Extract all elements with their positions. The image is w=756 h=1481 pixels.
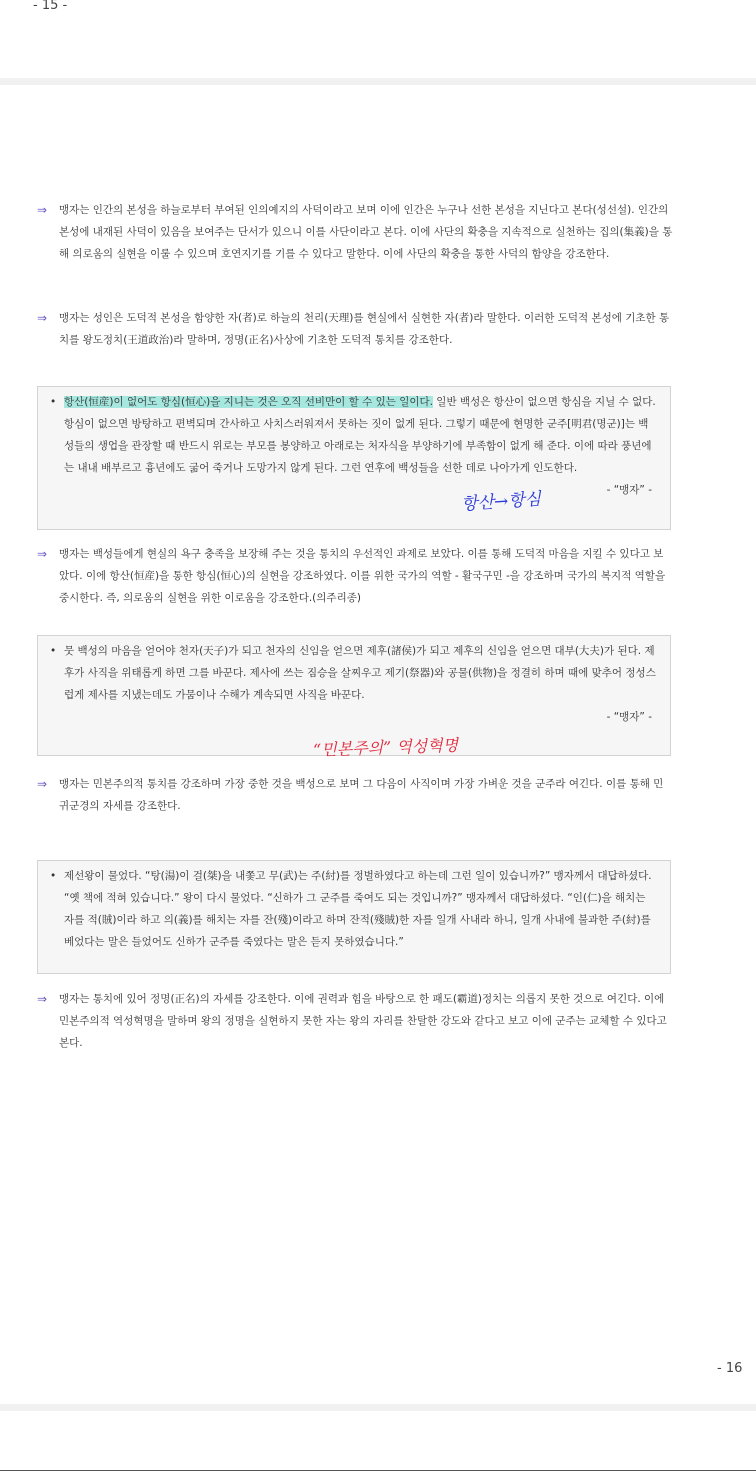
page-number-bottom: - 16 <box>717 1361 743 1376</box>
bullet-icon: • <box>50 645 57 657</box>
handwritten-note-blue: 항산→항심 <box>460 489 542 515</box>
paragraph-text: 맹자는 민본주의적 통치를 강조하며 가장 중한 것을 백성으로 보며 그 다음이 사직이며 가장 가벼운 것을 군주라 여긴다. 이를 통해 민귀군경의 자세를 강조한다. <box>59 778 664 812</box>
handwritten-note-red: “민본주의” 역성혁명 <box>312 735 459 760</box>
bottom-divider <box>0 1470 756 1471</box>
paragraph-4 <box>37 773 673 817</box>
paragraph-5 <box>37 988 673 1054</box>
arrow-icon: ⇒ <box>37 777 48 791</box>
bullet-icon: • <box>50 870 57 882</box>
paragraph-text: 맹자는 인간의 본성을 하늘로부터 부여된 인의예지의 사덕이라고 보며 이에 인간은 누구나 선한 본성을 지닌다고 본다(성선설). 인간의 본성에 내재된 사덕이 있음을 보여주는 단서가 있으니 이를 사단이라고 본다. 이에 사단의 확충을 지속적으로 실천하는 집의(集義)을 통해 의로움의 실현을 이룰 수 있으며 호연지기를 기를 수 있다고 말한다. 이에 사단의 확충을 통한 사덕의 함양을 강조한다. <box>59 204 673 260</box>
arrow-icon: ⇒ <box>37 547 48 561</box>
paragraph-text: 맹자는 백성들에게 현실의 욕구 충족을 보장해 주는 것을 통치의 우선적인 과제로 보았다. 이를 통해 도덕적 마음을 지킬 수 있다고 보았다. 이에 항산(恒産)을 통한 항심(恒心)의 실현을 강조하였다. 이를 위한 국가의 역할 - 활국구민 -을 강조하며 국가의 복지적 역할을 중시한다. 즉, 의로움의 실현을 위한 이로움을 강조한다.(의주리종) <box>59 548 666 604</box>
arrow-icon: ⇒ <box>37 203 48 217</box>
quote-box-1 <box>37 386 671 530</box>
paragraph-text: 맹자는 통치에 있어 정명(正名)의 자세를 강조한다. 이에 권력과 힘을 바탕으로 한 패도(霸道)정치는 의롭지 못한 것으로 여긴다. 이에 민본주의적 역성혁명을 말하며 왕의 정명을 실현하지 못한 자는 왕의 자리를 찬탈한 강도와 같다고 보고 이에 군주는 교체할 수 있다고 본다. <box>59 993 667 1049</box>
paragraph-text: 맹자는 성인은 도덕적 본성을 함양한 자(者)로 하늘의 천리(天理)를 현실에서 실현한 자(者)라 말한다. 이러한 도덕적 본성에 기초한 통치를 왕도정치(王道政治)라 말하며, 정명(正名)사상에 기초한 도덕적 통치를 강조한다. <box>59 312 670 346</box>
page-separator-bottom <box>0 1404 756 1411</box>
highlighted-text: 항산(恒産)이 없어도 항심(恒心)을 지니는 것은 오직 선비만이 할 수 있는 일이다. <box>64 396 433 408</box>
paragraph-1 <box>37 199 673 265</box>
page-separator-top <box>0 78 756 85</box>
bullet-icon: • <box>50 396 57 408</box>
quote-source: - “맹자” - <box>606 711 652 723</box>
quote-text: 일반 백성은 항산이 없으면 항심을 지닐 수 없다. 항심이 없으면 방탕하고 편벽되며 간사하고 사치스러워져서 못하는 짓이 없게 된다. 그렇기 때문에 현명한 군주[明君(명군)]는 백성들의 생업을 관장할 때 반드시 위로는 부모를 봉양하고 아래로는 처자식을 부양하기에 부족함이 없게 해 준다. 이에 따라 풍년에는 내내 배부르고 흉년에도 굶어 죽거나 도망가지 않게 된다. 그런 연후에 백성들을 선한 데로 나아가게 인도한다. <box>64 396 656 474</box>
paragraph-3 <box>37 543 673 609</box>
arrow-icon: ⇒ <box>37 311 48 325</box>
arrow-icon: ⇒ <box>37 992 48 1006</box>
quote-text: 뭇 백성의 마음을 얻어야 천자(天子)가 되고 천자의 신임을 얻으면 제후(諸侯)가 되고 제후의 신임을 얻으면 대부(大夫)가 된다. 제후가 사직을 위태롭게 하면 그를 바꾼다. 제사에 쓰는 짐승을 살찌우고 제기(祭器)와 공물(供物)을 정결히 하며 때에 맞추어 정성스럽게 제사를 지냈는데도 가뭄이나 수해가 계속되면 사직을 바꾼다. <box>64 645 656 701</box>
quote-box-3 <box>37 860 671 974</box>
quote-source: - “맹자” - <box>606 484 652 496</box>
page-number-top: - 15 - <box>33 0 68 13</box>
quote-text: 제선왕이 물었다. “탕(湯)이 걸(桀)을 내쫓고 무(武)는 주(紂)를 정벌하였다고 하는데 그런 일이 있습니까?” 맹자께서 대답하셨다. “옛 책에 적혀 있습니다.” 왕이 다시 물었다. “신하가 그 군주를 죽여도 되는 것입니까?” 맹자께서 대답하셨다. “인(仁)을 해치는 자를 적(賊)이라 하고 의(義)를 해치는 자를 잔(殘)이라고 하며 잔적(殘賊)한 자를 일개 사내라 하니, 일개 사내에 불과한 주(紂)를 베었다는 말은 들었어도 신하가 군주를 죽였다는 말은 듣지 못하였습니다.” <box>64 870 652 948</box>
paragraph-2 <box>37 307 673 351</box>
